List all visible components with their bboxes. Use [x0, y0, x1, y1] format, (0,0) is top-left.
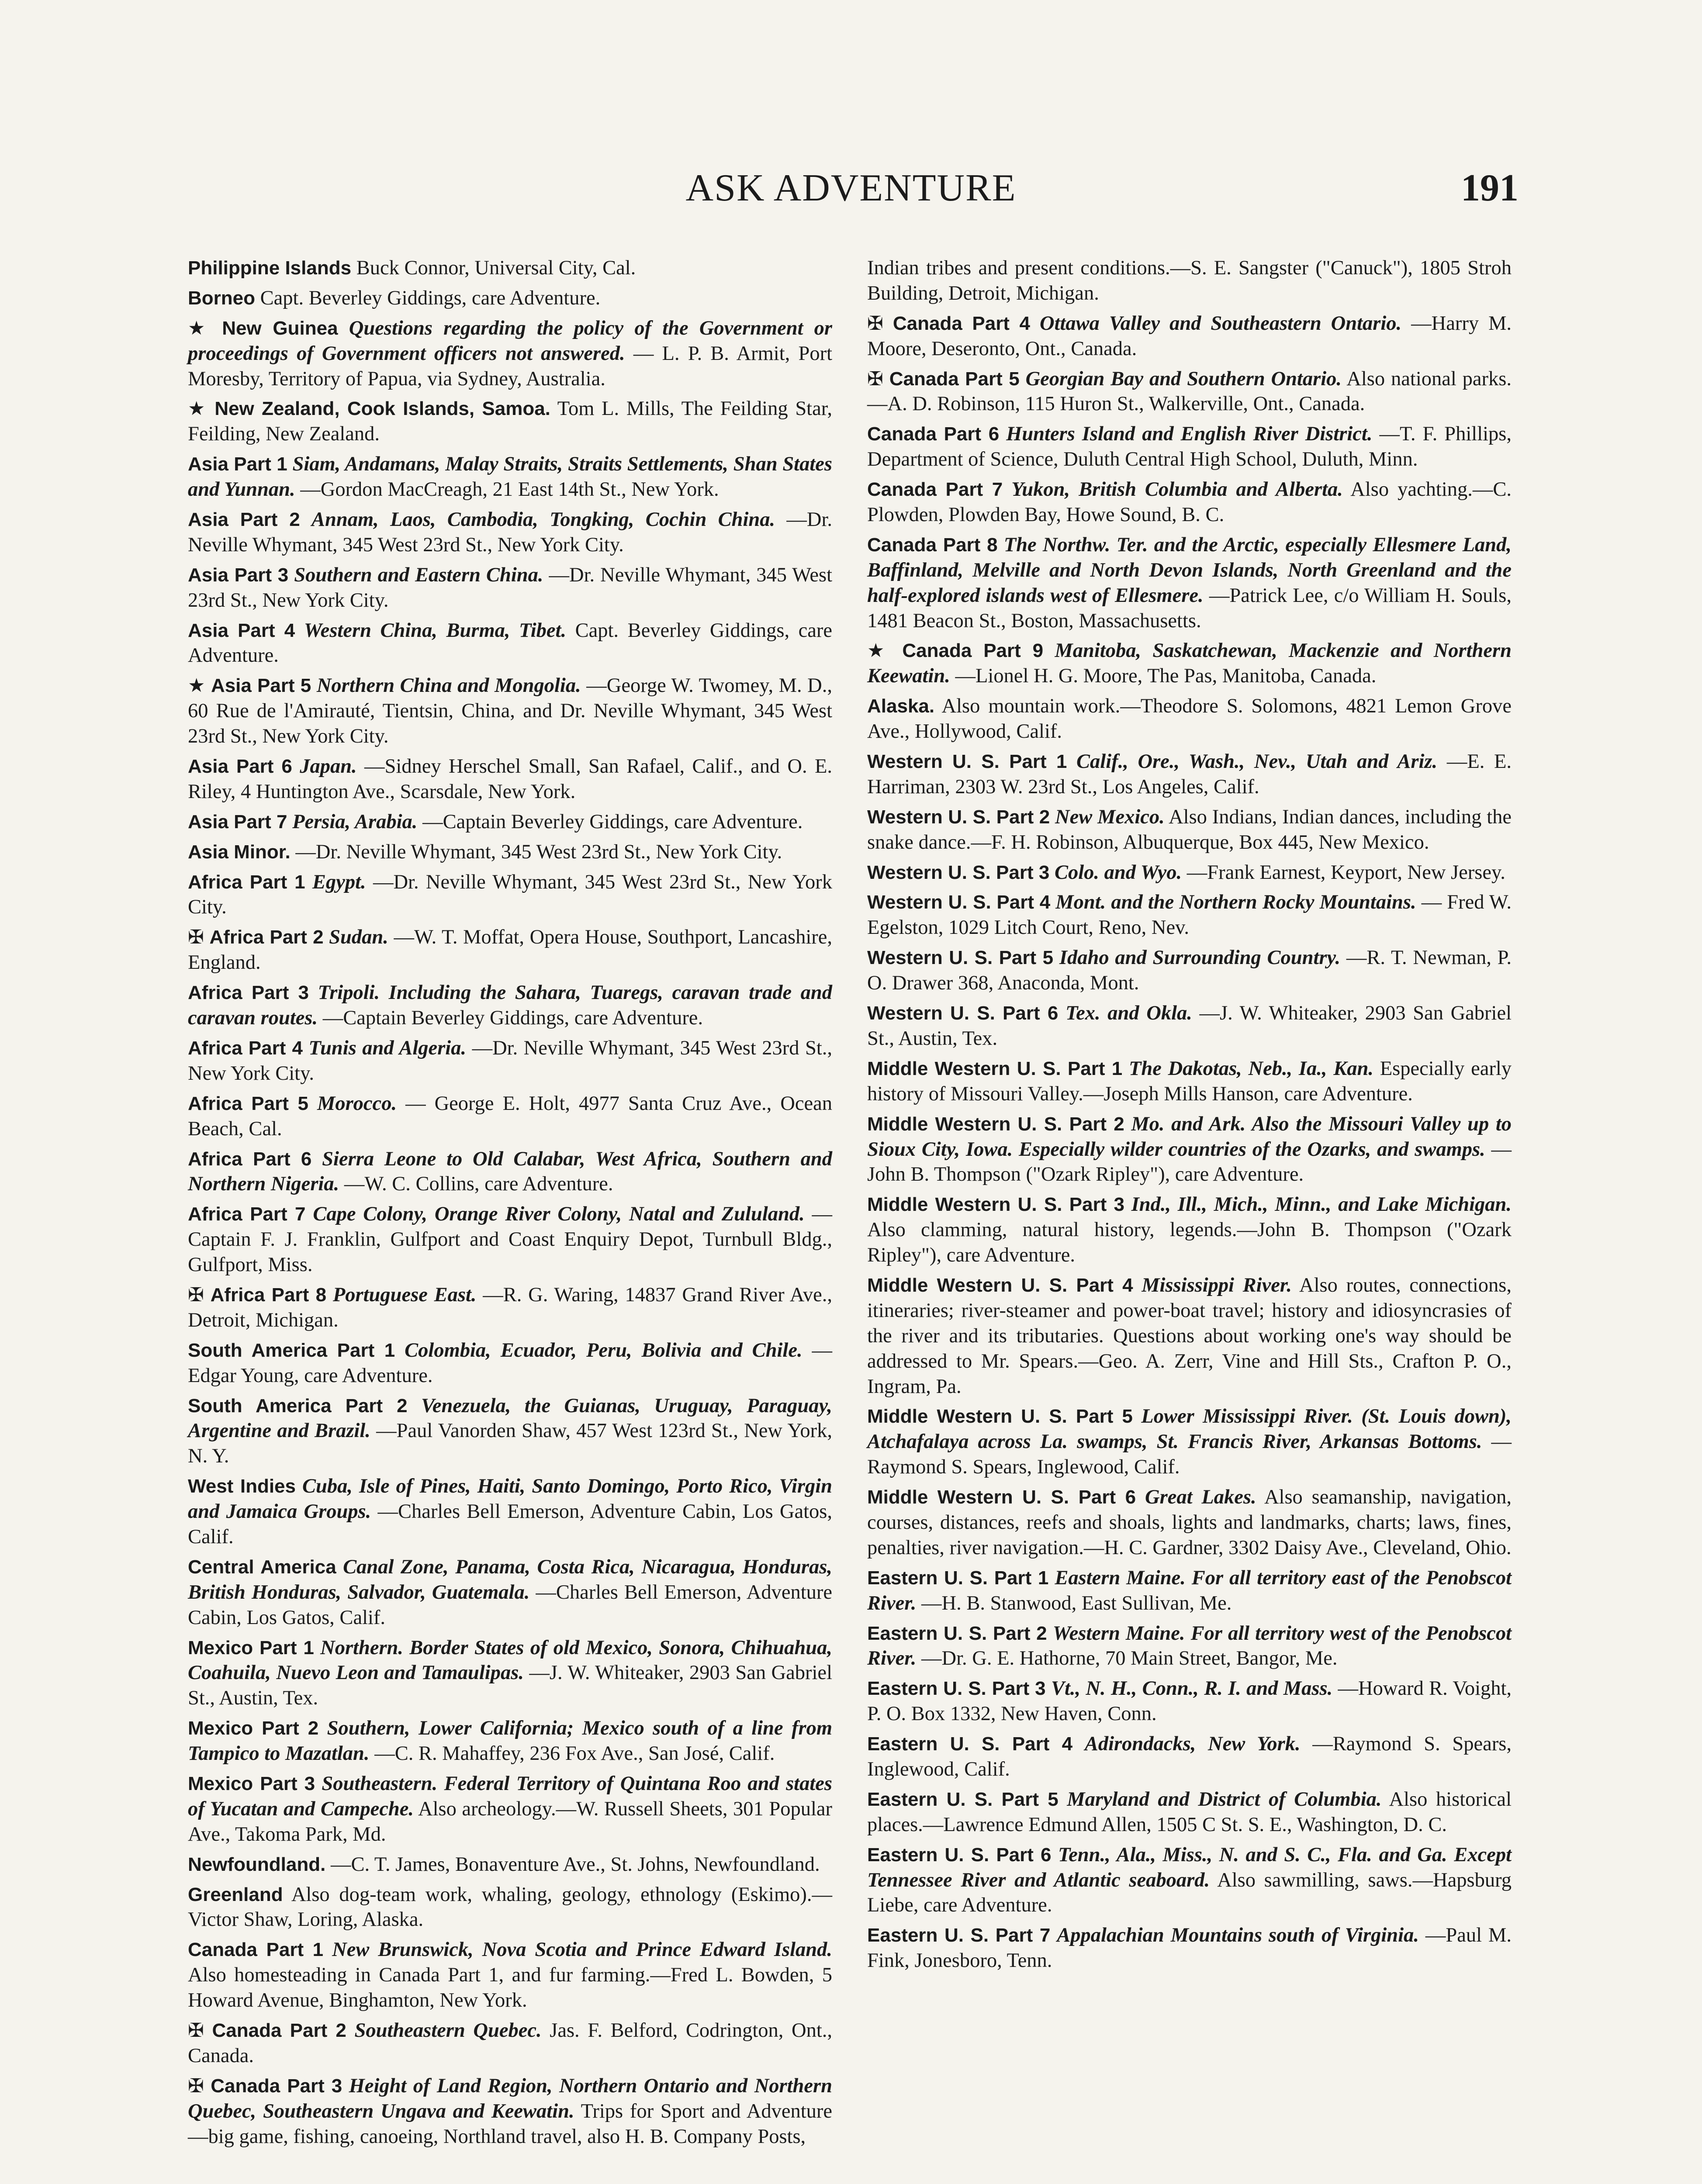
entry-details: Buck Connor, Universal City, Cal. [356, 257, 636, 279]
entry-region: Canada Part 2 [212, 2020, 346, 2041]
entry-topic: Adirondacks, New York. [1084, 1733, 1301, 1755]
entry-details: Also routes, connections, itineraries; river-steamer and power-boat travel; history and idiosyncrasies of the river and its tributaries. Questions about working one's way should be addressed to Mr. Spears.—Geo. A. Zerr, Vine and Hill Sts., Crafton P. O., Ingram, Pa. [867, 1274, 1512, 1398]
entry-details: —Captain Beverley Giddings, care Adventure. [322, 1007, 703, 1030]
entry-topic: Japan. [300, 755, 357, 778]
entry-region: Africa Part 6 [188, 1148, 312, 1170]
directory-entry [188, 2073, 832, 2149]
directory-entry [188, 1771, 832, 1847]
entry-topic: Tunis and Algeria. [308, 1037, 467, 1059]
entry-region: Middle Western U. S. Part 5 [867, 1406, 1133, 1427]
entry-region: Eastern U. S. Part 6 [867, 1844, 1052, 1866]
left-column [188, 256, 832, 2154]
directory-entry [867, 890, 1512, 940]
entry-details: —Dr. Neville Whymant, 345 West 23rd St., New York City. [188, 1037, 833, 1085]
entry-topic: Georgian Bay and Southern Ontario. [1025, 367, 1342, 390]
entry-details: —J. W. Whiteaker, 2903 San Gabriel St., Austin, Tex. [188, 1662, 832, 1710]
entry-topic: Siam, Andamans, Malay Straits, Straits Settlements, Shan States and Yunnan. [188, 453, 832, 501]
page-header [183, 166, 1519, 214]
entry-topic: Vt., N. H., Conn., R. I. and Mass. [1051, 1677, 1333, 1700]
entry-region: Africa Part 8 [210, 1284, 327, 1306]
directory-entry [867, 1112, 1512, 1188]
entry-topic: Persia, Arabia. [292, 810, 418, 833]
entry-region: New Zealand, Cook Islands, Samoa. [214, 398, 550, 420]
entry-topic: Calif., Ore., Wash., Nev., Utah and Ariz. [1076, 750, 1438, 773]
directory-entry [867, 749, 1512, 800]
entry-region: Middle Western U. S. Part 4 [867, 1274, 1133, 1296]
coupon-mark-icon: ✠ [188, 1283, 204, 1306]
entry-region: Western U. S. Part 3 [867, 861, 1050, 883]
entry-topic: Idaho and Surrounding Country. [1059, 947, 1341, 969]
entry-details: —C. T. James, Bonaventure Ave., St. Johns, Newfoundland. [330, 1853, 820, 1876]
entry-details: Also homesteading in Canada Part 1, and fur farming.—Fred L. Bowden, 5 Howard Avenue, Binghamton, New York. [188, 1964, 832, 2012]
entry-details: —Raymond S. Spears, Inglewood, Calif. [867, 1733, 1512, 1780]
right-column [867, 256, 1512, 1978]
directory-entry [867, 311, 1512, 362]
directory-entry [188, 618, 832, 669]
directory-entry [188, 673, 832, 749]
entry-topic: Southern, Lower California; Mexico south of a line from Tampico to Mazatlan. [188, 1717, 833, 1765]
entry-details: —George W. Twomey, M. D., 60 Rue de l'Amirauté, Tientsin, China, and Dr. Neville Whymant, 345 West 23rd St., New York City. [188, 674, 833, 748]
entry-details: Also Indians, Indian dances, including the snake dance.—F. H. Robinson, Albuquerque, Box 445, New Mexico. [867, 805, 1512, 854]
directory-entry [867, 1676, 1512, 1727]
entry-region: Eastern U. S. Part 5 [867, 1788, 1059, 1810]
entry-topic: Tripoli. Including the Sahara, Tuaregs, caravan trade and caravan routes. [188, 981, 833, 1030]
entry-topic: Great Lakes. [1145, 1486, 1256, 1509]
entry-region: Canada Part 8 [867, 534, 998, 556]
entry-topic: Questions regarding the policy of the Government or proceedings of Government officers not answered. [188, 317, 833, 365]
entry-topic: New Mexico. [1055, 805, 1165, 828]
entry-details: —R. T. Newman, P. O. Drawer 368, Anaconda, Mont. [867, 947, 1512, 995]
entry-topic: Colombia, Ecuador, Peru, Bolivia and Chile. [405, 1339, 803, 1362]
coupon-mark-icon: ★ [188, 317, 211, 339]
entry-details: Also national parks.—A. D. Robinson, 115 Huron St., Walkerville, Ont., Canada. [867, 367, 1512, 415]
entry-topic: Western Maine. For all territory west of the Penobscot River. [867, 1622, 1512, 1670]
entry-region: Asia Part 5 [211, 675, 311, 697]
directory-entry [867, 422, 1512, 472]
entry-region: Canada Part 9 [902, 640, 1044, 662]
entry-region: Mexico Part 3 [188, 1773, 315, 1794]
entry-details: —Dr. Neville Whymant, 345 West 23rd St., New York City. [188, 871, 833, 919]
directory-entry [188, 2018, 832, 2069]
entry-region: Asia Part 3 [188, 564, 289, 586]
coupon-mark-icon: ✠ [867, 367, 883, 390]
coupon-mark-icon: ★ [188, 397, 208, 420]
entry-topic: Sierra Leone to Old Calabar, West Africa, Southern and Northern Nigeria. [188, 1147, 833, 1196]
directory-entry [867, 366, 1512, 417]
directory-entry [188, 1393, 832, 1469]
directory-entry [867, 1056, 1512, 1107]
directory-entry [188, 1147, 832, 1197]
entry-region: Eastern U. S. Part 7 [867, 1925, 1051, 1946]
entry-topic: Height of Land Region, Northern Ontario and Northern Quebec, Southeastern Ungava and Keewatin. [188, 2074, 832, 2122]
coupon-mark-icon: ✠ [188, 926, 204, 949]
entry-details: Also yachting.—C. Plowden, Plowden Bay, Howe Sound, B. C. [867, 478, 1512, 526]
directory-entry [188, 256, 832, 281]
entry-details: Especially early history of Missouri Valley.—Joseph Mills Hanson, care Adventure. [867, 1057, 1512, 1105]
entry-region: Greenland [188, 1883, 283, 1905]
entry-details: —Lionel H. G. Moore, The Pas, Manitoba, Canada. [955, 665, 1377, 688]
entry-details: —Dr. G. E. Hathorne, 70 Main Street, Bangor, Me. [921, 1647, 1338, 1670]
entry-region: Asia Part 4 [188, 619, 295, 641]
directory-entry [867, 1485, 1512, 1561]
directory-entry [867, 1787, 1512, 1838]
coupon-mark-icon: ✠ [188, 2074, 204, 2097]
entry-region: Eastern U. S. Part 2 [867, 1622, 1047, 1644]
entry-details: — L. P. B. Armit, Port Moresby, Territory of Papua, via Sydney, Australia. [188, 342, 832, 390]
entry-details: —John B. Thompson ("Ozark Ripley"), care Adventure. [867, 1138, 1512, 1186]
entry-details: Also archeology.—W. Russell Sheets, 301 Popular Ave., Takoma Park, Md. [188, 1797, 832, 1845]
entry-details: —W. T. Moffat, Opera House, Southport, Lancashire, England. [188, 926, 832, 974]
entry-details: — George E. Holt, 4977 Santa Cruz Ave., Ocean Beach, Cal. [188, 1092, 833, 1140]
entry-details: Also dog-team work, whaling, geology, ethnology (Eskimo).—Victor Shaw, Loring, Alaska. [188, 1883, 832, 1931]
entry-region: South America Part 2 [188, 1395, 408, 1417]
entry-region: Canada Part 1 [188, 1939, 324, 1961]
entry-region: Central America [188, 1556, 336, 1578]
entry-details: —W. C. Collins, care Adventure. [344, 1173, 613, 1196]
directory-entry [188, 1036, 832, 1086]
directory-entry [188, 1882, 832, 1933]
entry-topic: Southern and Eastern China. [294, 563, 543, 586]
directory-entry [188, 1937, 832, 2013]
directory-entry [188, 1091, 832, 1142]
entry-region: Canada Part 6 [867, 423, 1000, 445]
entry-region: Western U. S. Part 2 [867, 806, 1050, 828]
entry-region: Canada Part 4 [893, 312, 1031, 334]
entry-details: —Dr. Neville Whymant, 345 West 23rd St., New York City. [295, 840, 782, 863]
entry-details: Also historical places.—Lawrence Edmund Allen, 1505 C St. S. E., Washington, D. C. [867, 1788, 1512, 1836]
directory-entry [867, 1621, 1512, 1672]
entry-details: Capt. Beverley Giddings, care Adventure. [260, 287, 601, 309]
entry-details: —E. E. Harriman, 2303 W. 23rd St., Los Angeles, Calif. [867, 750, 1512, 798]
entry-region: New Guinea [222, 317, 338, 339]
coupon-mark-icon: ★ [188, 674, 206, 697]
entry-topic: Northern. Border States of old Mexico, Sonora, Chihuahua, Coahuila, Nuevo Leon and Tamaulipas. [188, 1636, 833, 1684]
entry-region: Africa Part 4 [188, 1037, 303, 1059]
entry-region: Africa Part 7 [188, 1203, 306, 1225]
entry-topic: Tex. and Okla. [1065, 1002, 1192, 1025]
directory-entry [188, 1555, 832, 1631]
entry-topic: New Brunswick, Nova Scotia and Prince Edward Island. [332, 1939, 832, 1961]
page-title: ASK ADVENTURE [685, 167, 1017, 209]
directory-entry [867, 1273, 1512, 1399]
entry-region: Africa Part 3 [188, 982, 309, 1004]
directory-entry [188, 870, 832, 920]
directory-entry [188, 980, 832, 1031]
directory-entry [867, 1731, 1512, 1782]
directory-entry [188, 840, 832, 865]
entry-region: Philippine Islands [188, 257, 352, 279]
entry-region: Asia Part 7 [188, 811, 287, 833]
entry-topic: Mo. and Ark. Also the Missouri Valley up to Sioux City, Iowa. Especially wilder countries of the Ozarks, and swamps. [867, 1113, 1512, 1161]
entry-details: —Charles Bell Emerson, Adventure Cabin, Los Gatos, Calif. [188, 1581, 833, 1629]
entry-region: Newfoundland. [188, 1853, 326, 1875]
entry-details: —Paul Vanorden Shaw, 457 West 123rd St., New York, N. Y. [188, 1420, 833, 1468]
entry-details: —H. B. Stanwood, East Sullivan, Me. [921, 1592, 1232, 1614]
entry-details: —Dr. Neville Whymant, 345 West 23rd St., New York City. [188, 508, 833, 556]
coupon-mark-icon: ✠ [188, 2019, 204, 2042]
entry-details: Capt. Beverley Giddings, care Adventure. [188, 619, 833, 667]
coupon-mark-icon: ✠ [867, 312, 883, 335]
entry-topic: Lower Mississippi River. (St. Louis down), Atchafalaya across La. swamps, St. Francis River, Arkansas Bottoms. [867, 1405, 1512, 1453]
entry-details: —Raymond S. Spears, Inglewood, Calif. [867, 1431, 1512, 1479]
entry-details: —Frank Earnest, Keyport, New Jersey. [1187, 861, 1505, 884]
directory-entry [188, 1635, 832, 1711]
directory-entry [867, 805, 1512, 855]
entry-topic: Mont. and the Northern Rocky Mountains. [1055, 891, 1416, 914]
entry-details: —Patrick Lee, c/o William H. Souls, 1481 Beacon St., Boston, Massachusetts. [867, 584, 1512, 632]
entry-details: —Charles Bell Emerson, Adventure Cabin, Los Gatos, Calif. [188, 1500, 832, 1548]
entry-topic: Colo. and Wyo. [1054, 861, 1182, 884]
entry-details: —Captain Beverley Giddings, care Adventure. [422, 810, 803, 833]
entry-region: Asia Part 6 [188, 756, 292, 778]
directory-entry [867, 1842, 1512, 1918]
entry-region: South America Part 1 [188, 1339, 395, 1361]
entry-region: Western U. S. Part 6 [867, 1002, 1059, 1024]
entry-details: —Gordon MacCreagh, 21 East 14th St., New York. [300, 478, 719, 501]
directory-entry [188, 1852, 832, 1877]
entry-details: — Fred W. Egelston, 1029 Litch Court, Reno, Nev. [867, 891, 1512, 939]
entry-details: Also seamanship, navigation, courses, distances, reefs and shoals, lights and landmarks, charts; laws, fines, penalties, river navigation.—H. C. Gardner, 3302 Daisy Ave., Cleveland, Ohio. [867, 1486, 1512, 1559]
entry-region: Middle Western U. S. Part 2 [867, 1113, 1124, 1135]
directory-entry [867, 860, 1512, 885]
entry-topic: Venezuela, the Guianas, Uruguay, Paraguay, Argentine and Brazil. [188, 1394, 832, 1442]
entry-details: —Harry M. Moore, Deseronto, Ont., Canada. [867, 312, 1512, 360]
entry-region: Asia Minor. [188, 841, 291, 863]
directory-entry [188, 809, 832, 835]
entry-region: Middle Western U. S. Part 1 [867, 1057, 1123, 1079]
entry-details: —R. G. Waring, 14837 Grand River Ave., Detroit, Michigan. [188, 1283, 833, 1331]
directory-entry [188, 1474, 832, 1550]
entry-topic: Maryland and District of Columbia. [1067, 1788, 1382, 1811]
entry-region: Canada Part 3 [211, 2075, 342, 2097]
entry-topic: Sudan. [329, 926, 388, 949]
entry-topic: Egypt. [312, 871, 366, 893]
entry-region: Western U. S. Part 5 [867, 947, 1054, 969]
entry-region: Africa Part 2 [209, 926, 324, 948]
entry-topic: Ind., Ill., Mich., Minn., and Lake Michigan. [1131, 1193, 1512, 1216]
directory-entry [867, 532, 1512, 634]
entry-topic: Mississippi River. [1142, 1274, 1292, 1296]
directory-entry [188, 396, 832, 447]
directory-entry [867, 638, 1512, 689]
entry-region: Alaska. [867, 695, 935, 717]
entry-topic: Manitoba, Saskatchewan, Mackenzie and Northern Keewatin. [867, 639, 1512, 688]
directory-entry [188, 1202, 832, 1278]
entry-topic: Annam, Laos, Cambodia, Tongking, Cochin China. [311, 508, 775, 531]
entry-region: Asia Part 2 [188, 509, 300, 531]
entry-details: Also mountain work.—Theodore S. Solomons, 4821 Lemon Grove Ave., Hollywood, Calif. [867, 695, 1512, 743]
directory-entry [867, 945, 1512, 996]
directory-entry [867, 1923, 1512, 1973]
entry-topic: Northern China and Mongolia. [316, 674, 581, 697]
directory-entry [188, 507, 832, 558]
entry-details: Jas. F. Belford, Codrington, Ont., Canada. [188, 2019, 832, 2067]
coupon-mark-icon: ★ [867, 639, 891, 662]
entry-details: —Howard R. Voight, P. O. Box 1332, New Haven, Conn. [867, 1677, 1512, 1725]
entry-details: —J. W. Whiteaker, 2903 San Gabriel St., Austin, Tex. [867, 1002, 1512, 1050]
entry-details: Tom L. Mills, The Feilding Star, Feilding, New Zealand. [188, 397, 832, 446]
entry-region: Eastern U. S. Part 1 [867, 1567, 1049, 1589]
entry-topic: Yukon, British Columbia and Alberta. [1011, 478, 1343, 501]
directory-entry [188, 286, 832, 311]
entry-topic: Southeastern. Federal Territory of Quintana Roo and states of Yucatan and Campeche. [188, 1772, 832, 1820]
directory-entry [188, 316, 832, 392]
entry-details: Trips for Sport and Adventure—big game, fishing, canoeing, Northland travel, also H. B. Company Posts, [188, 2100, 832, 2148]
entry-details: —C. R. Mahaffey, 236 Fox Ave., San José, Calif. [374, 1742, 775, 1765]
entry-region: West Indies [188, 1476, 296, 1497]
directory-entry [867, 477, 1512, 528]
page-number: 191 [1461, 167, 1519, 209]
directory-entry [867, 1404, 1512, 1480]
entry-topic: Canal Zone, Panama, Costa Rica, Nicaragua, Honduras, British Honduras, Salvador, Guatemala. [188, 1555, 832, 1603]
entry-details: —Paul M. Fink, Jonesboro, Tenn. [867, 1924, 1512, 1972]
entry-region: Western U. S. Part 1 [867, 751, 1067, 773]
directory-entry [188, 452, 832, 502]
entry-topic: Western China, Burma, Tibet. [304, 619, 567, 642]
entry-details: —Edgar Young, care Adventure. [188, 1339, 832, 1387]
entry-topic: Hunters Island and English River District. [1006, 423, 1373, 446]
entry-details: Indian tribes and present conditions.—S. E. Sangster ("Canuck"), 1805 Stroh Building, Detroit, Michigan. [867, 257, 1512, 304]
entry-details: Also sawmilling, saws.—Hapsburg Liebe, care Adventure. [867, 1869, 1512, 1917]
directory-entry [867, 694, 1512, 744]
directory-entry [867, 1565, 1512, 1616]
entry-details: —Captain F. J. Franklin, Gulfport and Coast Enquiry Depot, Turnbull Bldg., Gulfport, Miss. [188, 1203, 833, 1276]
entry-region: Middle Western U. S. Part 6 [867, 1486, 1136, 1508]
entry-region: Africa Part 5 [188, 1092, 308, 1114]
entry-topic: Portuguese East. [332, 1283, 477, 1306]
directory-entry [188, 1282, 832, 1333]
entry-topic: Tenn., Ala., Miss., N. and S. C., Fla. and Ga. Except Tennessee River and Atlantic seaboard. [867, 1843, 1512, 1891]
directory-entry [867, 256, 1512, 306]
entry-details: Also clamming, natural history, legends.—John B. Thompson ("Ozark Ripley"), care Adventure. [867, 1219, 1512, 1267]
entry-region: Africa Part 1 [188, 871, 305, 893]
entry-topic: Cuba, Isle of Pines, Haiti, Santo Domingo, Porto Rico, Virgin and Jamaica Groups. [188, 1475, 833, 1523]
entry-details: —Sidney Herschel Small, San Rafael, Calif., and O. E. Riley, 4 Huntington Ave., Scarsdale, New York. [188, 755, 832, 803]
entry-topic: Cape Colony, Orange River Colony, Natal and Zululand. [313, 1203, 805, 1226]
directory-entry [188, 1716, 832, 1766]
directory-entry [867, 1192, 1512, 1268]
directory-entry [867, 1001, 1512, 1051]
directory-entry [188, 925, 832, 975]
entry-region: Canada Part 5 [889, 368, 1020, 390]
entry-region: Borneo [188, 287, 255, 309]
entry-topic: Southeastern Quebec. [354, 2019, 542, 2042]
entry-region: Mexico Part 2 [188, 1717, 319, 1739]
directory-entry [188, 1338, 832, 1389]
directory-entry [188, 754, 832, 805]
entry-topic: Appalachian Mountains south of Virginia. [1057, 1924, 1419, 1947]
entry-topic: The Northw. Ter. and the Arctic, especially Ellesmere Land, Baffinland, Melville and North Devon Islands, North Greenland and the half-explored islands west of Ellesmere. [867, 533, 1512, 607]
entry-region: Eastern U. S. Part 4 [867, 1733, 1073, 1755]
entry-region: Asia Part 1 [188, 453, 287, 475]
directory-entry [188, 563, 832, 613]
entry-region: Canada Part 7 [867, 479, 1003, 501]
entry-region: Eastern U. S. Part 3 [867, 1678, 1046, 1700]
entry-topic: The Dakotas, Neb., Ia., Kan. [1128, 1057, 1373, 1080]
entry-topic: Ottawa Valley and Southeastern Ontario. [1040, 312, 1402, 335]
entry-topic: Eastern Maine. For all territory east of the Penobscot River. [867, 1566, 1512, 1614]
entry-region: Mexico Part 1 [188, 1637, 314, 1659]
entry-region: Middle Western U. S. Part 3 [867, 1194, 1124, 1216]
entry-region: Western U. S. Part 4 [867, 892, 1051, 913]
entry-details: —T. F. Phillips, Department of Science, Duluth Central High School, Duluth, Minn. [867, 423, 1512, 471]
entry-topic: Morocco. [317, 1092, 397, 1115]
entry-details: —Dr. Neville Whymant, 345 West 23rd St., New York City. [188, 563, 833, 612]
